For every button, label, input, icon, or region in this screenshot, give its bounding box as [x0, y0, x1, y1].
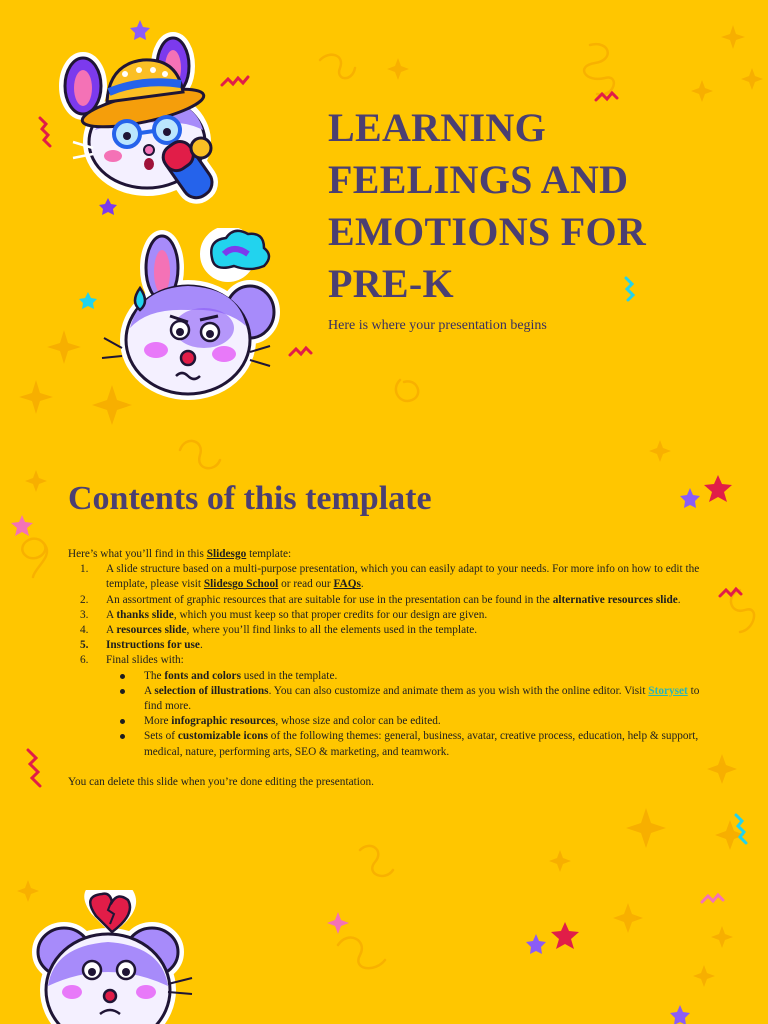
- swirl-decoration: [360, 846, 393, 876]
- list-item: [68, 653, 708, 668]
- list-item-text: , which you must keep so that proper credits for our design are given.: [173, 608, 488, 621]
- sparkle-icon: [626, 808, 666, 848]
- list-item-text: .: [677, 593, 681, 606]
- sparkle-icon: [327, 912, 349, 934]
- star-icon: [670, 1005, 690, 1024]
- slidesgo-link[interactable]: Slidesgo: [206, 548, 247, 560]
- contents-intro: [68, 547, 708, 562]
- star-icon: [79, 292, 97, 309]
- star-icon: [11, 515, 33, 536]
- list-item: [68, 608, 708, 623]
- sparkle-icon: [691, 80, 713, 102]
- rabbit-with-hat-illustration: [55, 30, 235, 210]
- sub-item-text: The: [144, 669, 165, 682]
- swirl-decoration: [396, 380, 418, 401]
- list-number: 6.: [80, 654, 89, 667]
- swirl-decoration: [180, 441, 220, 468]
- swirl-decoration: [320, 55, 355, 78]
- list-item: [68, 638, 708, 653]
- squiggle-decoration: [720, 589, 741, 596]
- list-item-bold: thanks slide: [116, 608, 174, 621]
- sparkle-icon: [707, 754, 737, 784]
- sparkle-icon: [47, 330, 81, 364]
- sub-item-bold: selection of illustrations: [154, 684, 269, 697]
- sub-item-bold: fonts and colors: [164, 669, 241, 682]
- sparkle-icon: [649, 440, 671, 462]
- list-item-text: .: [360, 578, 364, 591]
- swirl-decoration: [338, 938, 385, 969]
- list-item-bold: resources slide: [116, 624, 187, 637]
- list-item-text: , where you’ll find links to all the elements used in the template.: [186, 624, 478, 637]
- star-icon: [526, 934, 546, 954]
- sparkle-icon: [19, 380, 53, 414]
- list-item: [68, 623, 708, 638]
- squiggle-decoration: [28, 750, 40, 786]
- sub-list: [68, 669, 708, 760]
- sad-rabbit-illustration: [26, 890, 196, 1024]
- sparkle-icon: [549, 850, 571, 872]
- sub-item-text: , whose size and color can be edited.: [275, 715, 441, 728]
- list-number: 3.: [80, 608, 89, 621]
- list-number: 2.: [80, 593, 89, 606]
- list-item: [68, 593, 708, 608]
- sub-list-item: [68, 669, 708, 684]
- list-number: 4.: [80, 624, 89, 637]
- sparkle-icon: [387, 58, 409, 80]
- list-item-bold: alternative resources slide: [552, 593, 678, 606]
- bullet-icon: [120, 719, 125, 724]
- list-item-text: Final slides with:: [106, 654, 184, 667]
- sparkle-icon: [741, 68, 763, 90]
- list-item-text: A: [106, 624, 117, 637]
- list-item-text: or read our: [278, 578, 334, 591]
- sparkle-icon: [721, 25, 745, 49]
- swirl-decoration: [584, 44, 614, 94]
- squiggle-decoration: [702, 895, 723, 902]
- swirl-decoration: [731, 590, 754, 632]
- intro-text-end: template:: [246, 548, 292, 560]
- bullet-icon: [120, 674, 125, 679]
- intro-text: Here’s what you’ll find in this: [68, 548, 207, 560]
- contents-outro: You can delete this slide when you’re done editing the presentation.: [68, 775, 374, 788]
- star-icon: [551, 922, 579, 949]
- slidesgo-school-link[interactable]: Slidesgo School: [203, 578, 279, 591]
- star-icon: [704, 475, 732, 502]
- sparkle-icon: [613, 903, 643, 933]
- contents-heading: Contents of this template: [68, 480, 432, 517]
- star-icon: [680, 488, 700, 508]
- sparkle-icon: [711, 926, 733, 948]
- list-number: 5.: [80, 639, 89, 652]
- sub-item-text: to find more.: [144, 684, 700, 713]
- sub-item-bold: infographic resources: [171, 715, 276, 728]
- list-item: [68, 562, 708, 592]
- sparkle-icon: [693, 965, 715, 987]
- list-number: 1.: [80, 563, 89, 576]
- list-item-text: .: [199, 639, 203, 652]
- list-item-text: A slide structure based on a multi-purpose presentation, which you can easily adapt to your needs. For more info on how to edit the template, please visit: [106, 563, 700, 591]
- squiggle-decoration: [40, 118, 50, 146]
- sub-item-bold: customizable icons: [177, 730, 268, 743]
- faqs-link[interactable]: FAQs: [333, 578, 361, 591]
- squiggle-decoration: [736, 815, 746, 843]
- storyset-link[interactable]: Storyset: [648, 684, 688, 697]
- cover-subtitle: Here is where your presentation begins: [328, 318, 547, 333]
- sub-item-text: More: [144, 715, 172, 728]
- bullet-icon: [120, 689, 125, 694]
- list-item-text: An assortment of graphic resources that are suitable for use in the presentation can be found in the: [106, 593, 553, 606]
- sub-item-text: of the following themes: general, business, avatar, creative process, education, help & support, medical, nature, performing arts, SEO & marketing, and teamwork.: [144, 730, 699, 758]
- sub-item-text: A: [144, 684, 155, 697]
- sub-item-text: used in the template.: [240, 669, 338, 682]
- sparkle-icon: [25, 470, 47, 492]
- contents-body: [68, 547, 708, 790]
- sub-item-text: . You can also customize and animate them as you wish with the online editor. Visit: [268, 684, 649, 697]
- sub-list-item: [68, 729, 708, 759]
- worried-rabbit-illustration: [100, 228, 300, 408]
- sub-list-item: [68, 684, 708, 714]
- contents-list: [68, 562, 708, 668]
- swirl-decoration: [22, 539, 47, 577]
- bullet-icon: [120, 734, 125, 739]
- sub-list-item: [68, 714, 708, 729]
- list-item-bold: Instructions for use: [106, 639, 200, 652]
- list-item-text: A: [106, 608, 117, 621]
- sub-item-text: Sets of: [144, 730, 178, 743]
- cover-title: LEARNING FEELINGS AND EMOTIONS FOR PRE-K: [328, 105, 647, 306]
